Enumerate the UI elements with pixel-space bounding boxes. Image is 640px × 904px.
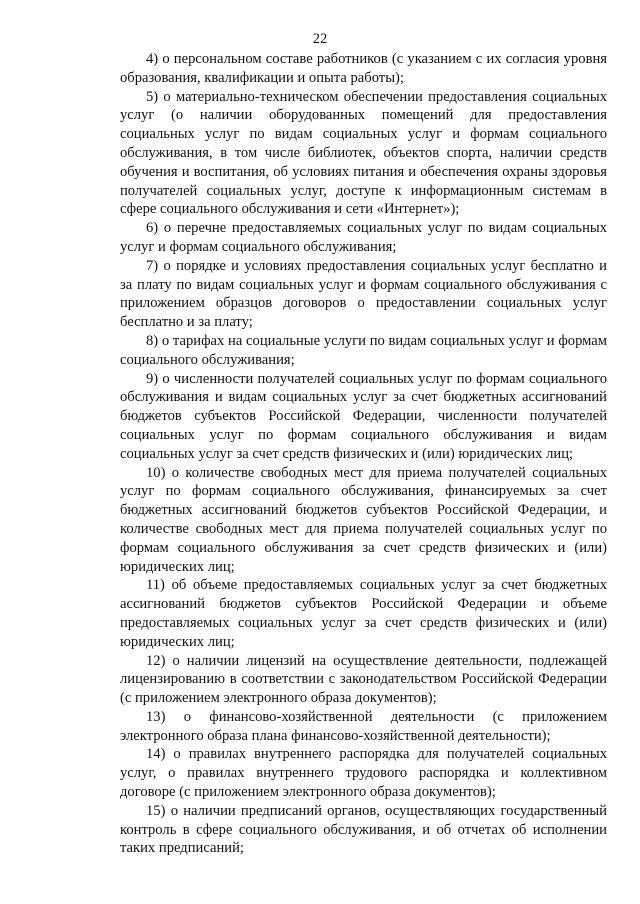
list-item-9: 9) о численности получателей социальных услуг по формам социального обслуживания и видам социальных услуг за счет бюджетных ассигнований бюджетов субъектов Российской Федерации, численности получателей социальных услуг по формам социального обслуживания и видам социальных услуг за счет средств физических и (или) юридических лиц; bbox=[120, 370, 607, 462]
list-item-7: 7) о порядке и условиях предоставления социальных услуг бесплатно и за плату по видам социальных услуг и формам социального обслуживания с приложением образцов договоров о предоставлении социальных услуг бесплатно и за плату; bbox=[120, 257, 607, 331]
list-item-15: 15) о наличии предписаний органов, осуществляющих государственный контроль в сфере социального обслуживания, и об отчетах об исполнении таких предписаний; bbox=[120, 802, 607, 857]
list-item-4: 4) о персональном составе работников (с указанием с их согласия уровня образования, квалификации и опыта работы); bbox=[120, 51, 607, 86]
document-body bbox=[120, 50, 607, 858]
list-item-14: 14) о правилах внутреннего распорядка для получателей социальных услуг, о правилах внутреннего трудового распорядка и коллективном договоре (с приложением электронного образа документов); bbox=[120, 746, 607, 801]
list-item-5: 5) о материально-техническом обеспечении предоставления социальных услуг (о наличии оборудованных помещений для предоставления социальных услуг по видам социальных услуг и формам социального обслуживания, в том числе библиотек, объектов спорта, наличии средств обучения и воспитания, об условиях питания и обеспечения охраны здоровья получателей социальных услуг, доступе к информационным системам в сфере социального обслуживания и сети «Интернет»); bbox=[120, 88, 607, 218]
page-number: 22 bbox=[312, 31, 328, 47]
list-item-12: 12) о наличии лицензий на осуществление деятельности, подлежащей лицензированию в соответствии с законодательством Российской Федерации (с приложением электронного образа документов); bbox=[120, 652, 607, 707]
list-item-8: 8) о тарифах на социальные услуги по видам социальных услуг и формам социального обслуживания; bbox=[120, 332, 607, 368]
list-item-13: 13) о финансово-хозяйственной деятельности (с приложением электронного образа плана финансово-хозяйственной деятельности); bbox=[120, 708, 607, 744]
list-item-6: 6) о перечне предоставляемых социальных услуг по видам социальных услуг и формам социального обслуживания; bbox=[120, 220, 607, 255]
list-item-10: 10) о количестве свободных мест для приема получателей социальных услуг по формам социального обслуживания, финансируемых за счет бюджетных ассигнований бюджетов субъектов Российской Федерации, и количестве свободных мест для приема получателей социальных услуг по формам социального обслуживания за счет средств физических и (или) юридических лиц; bbox=[120, 464, 607, 575]
list-item-11: 11) об объеме предоставляемых социальных услуг за счет бюджетных ассигнований бюджетов субъектов Российской Федерации и объеме предоставляемых социальных услуг за счет средств физических и (или) юридических лиц; bbox=[120, 577, 607, 650]
